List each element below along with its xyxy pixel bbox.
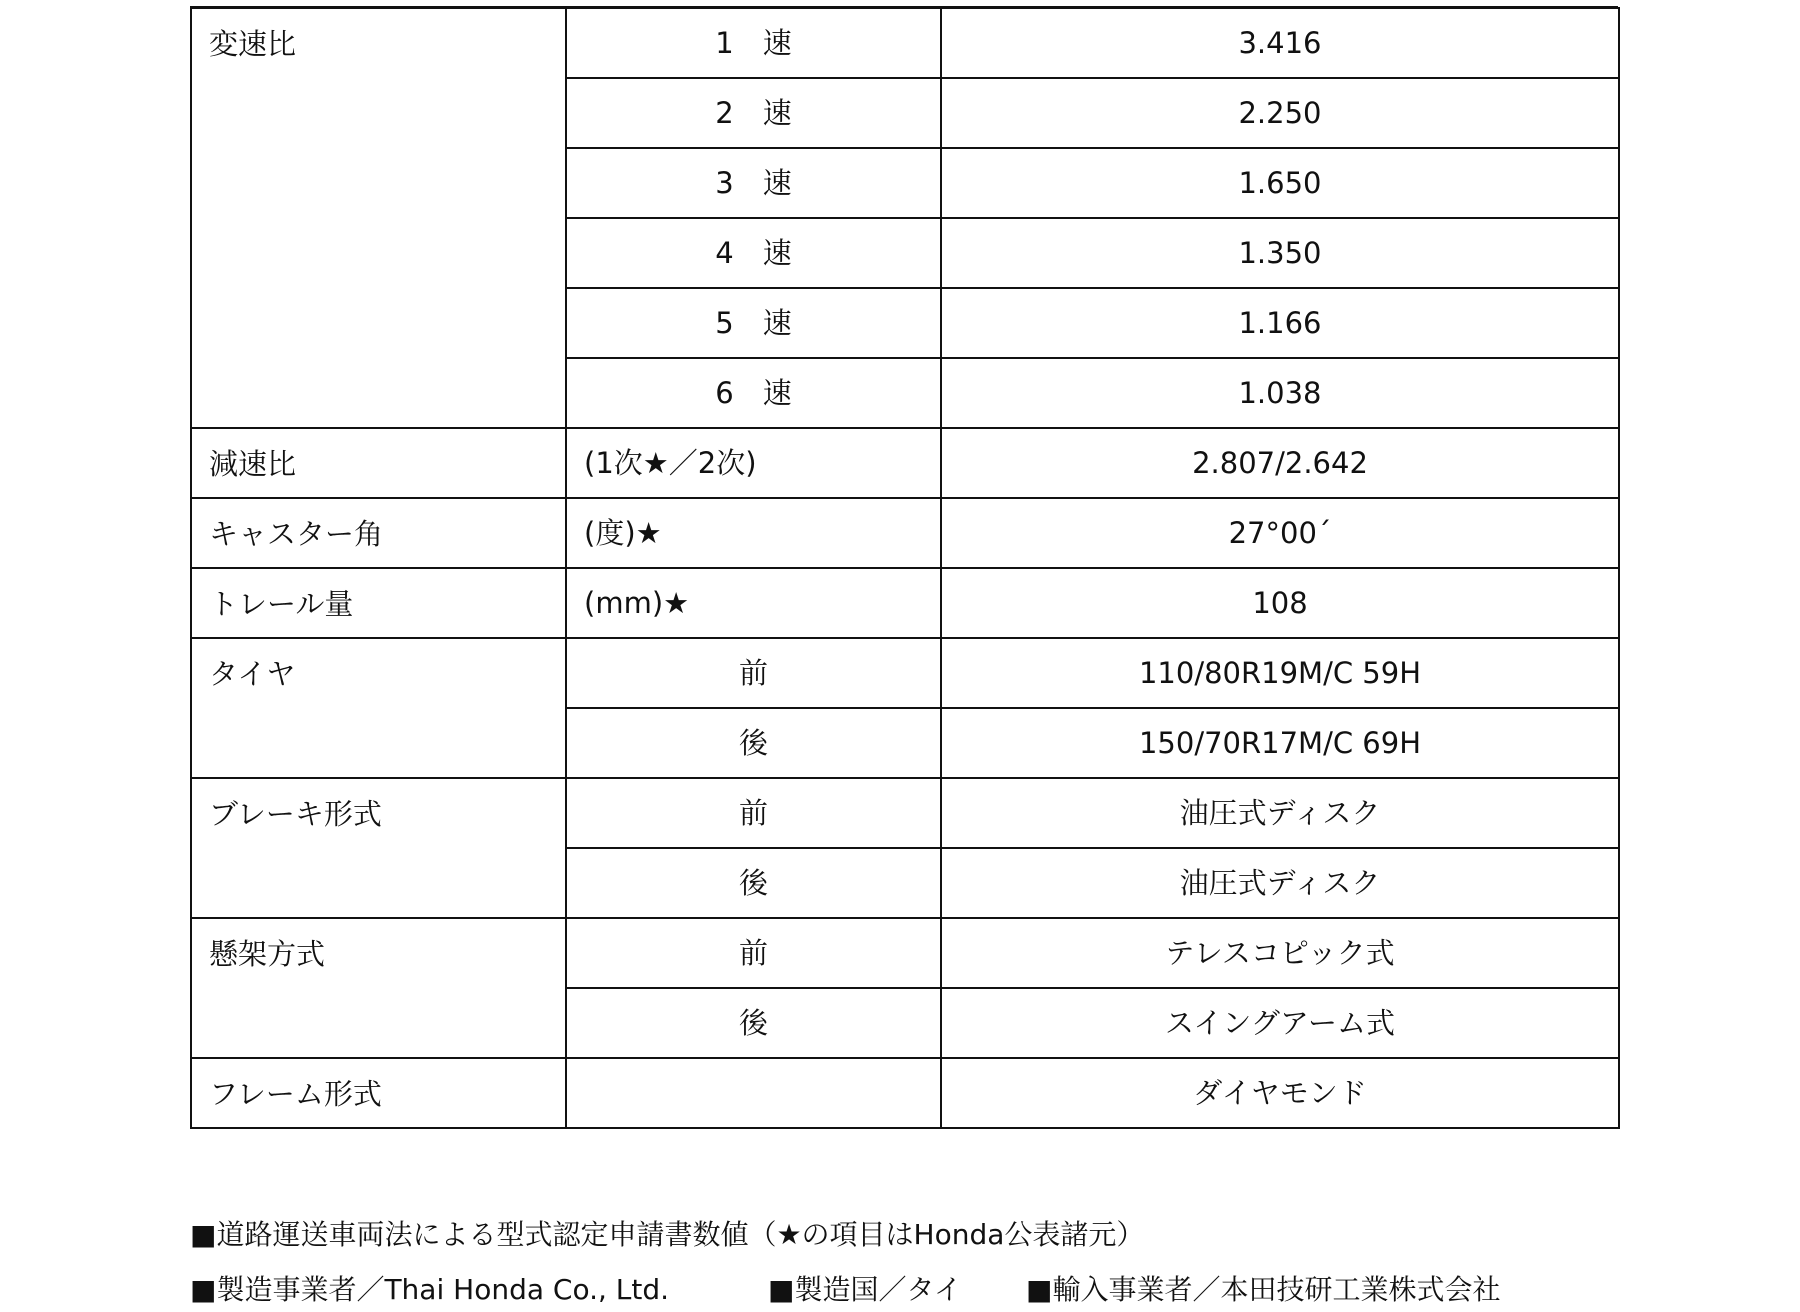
row-sub-label: 6 速 (566, 358, 941, 428)
row-sub-label: 3 速 (566, 148, 941, 218)
row-label: ブレーキ形式 (191, 778, 566, 918)
row-value: 油圧式ディスク (941, 848, 1619, 918)
row-label: トレール量 (191, 568, 566, 638)
row-sub-label: 後 (566, 708, 941, 778)
row-label: フレーム形式 (191, 1058, 566, 1128)
row-value: 3.416 (941, 8, 1619, 78)
row-sub-label: 4 速 (566, 218, 941, 288)
row-value: 1.650 (941, 148, 1619, 218)
row-value: 1.166 (941, 288, 1619, 358)
row-value: テレスコピック式 (941, 918, 1619, 988)
row-label: 変速比 (191, 8, 566, 428)
country-of-manufacture: ■製造国／タイ (768, 1273, 962, 1306)
importer: ■輸入事業者／本田技研工業株式会社 (1026, 1273, 1501, 1306)
row-value: 油圧式ディスク (941, 778, 1619, 848)
row-sub-label: 前 (566, 638, 941, 708)
row-sub-label: 1 速 (566, 8, 941, 78)
row-value: 2.807/2.642 (941, 428, 1619, 498)
manufacturer-info (190, 1273, 1501, 1306)
row-value: スイングアーム式 (941, 988, 1619, 1058)
row-sub-label: (mm)★ (566, 568, 941, 638)
row-value: 1.038 (941, 358, 1619, 428)
table-row (191, 568, 1619, 638)
row-sub-label: 5 速 (566, 288, 941, 358)
footnote: ■道路運送車両法による型式認定申請書数値（★の項目はHonda公表諸元） (190, 1218, 1145, 1251)
row-value: 150/70R17M/C 69H (941, 708, 1619, 778)
row-sub-label: 前 (566, 778, 941, 848)
row-sub-label (566, 1058, 941, 1128)
row-sub-label: (1次★／2次) (566, 428, 941, 498)
table-row (191, 498, 1619, 568)
row-value: ダイヤモンド (941, 1058, 1619, 1128)
row-value: 1.350 (941, 218, 1619, 288)
table-row (191, 778, 1619, 848)
table-row (191, 428, 1619, 498)
row-value: 2.250 (941, 78, 1619, 148)
row-label: 懸架方式 (191, 918, 566, 1058)
row-sub-label: 2 速 (566, 78, 941, 148)
row-label: タイヤ (191, 638, 566, 778)
row-sub-label: (度)★ (566, 498, 941, 568)
row-sub-label: 後 (566, 848, 941, 918)
row-value: 108 (941, 568, 1619, 638)
row-label: 減速比 (191, 428, 566, 498)
row-value: 27°00´ (941, 498, 1619, 568)
table-row (191, 8, 1619, 78)
row-sub-label: 後 (566, 988, 941, 1058)
row-label: キャスター角 (191, 498, 566, 568)
spec-table (190, 7, 1620, 1129)
table-row (191, 638, 1619, 708)
row-value: 110/80R19M/C 59H (941, 638, 1619, 708)
row-sub-label: 前 (566, 918, 941, 988)
table-row (191, 1058, 1619, 1128)
manufacturer: ■製造事業者／Thai Honda Co., Ltd. (190, 1273, 670, 1306)
table-row (191, 918, 1619, 988)
